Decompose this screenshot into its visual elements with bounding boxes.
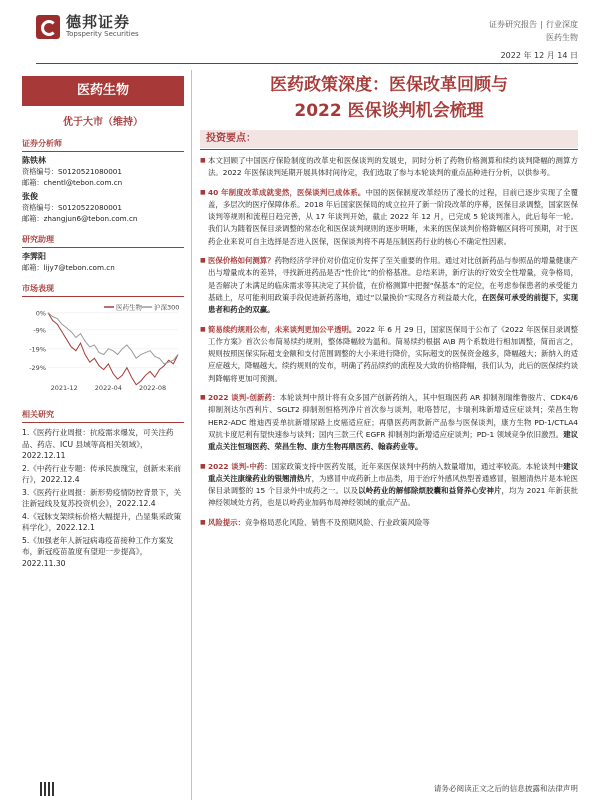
report-category: 行业深度 xyxy=(546,20,578,29)
para-reform xyxy=(200,187,578,248)
assistant-email[interactable]: 邮箱：lijy7@tebon.com.cn xyxy=(22,263,115,272)
disclaimer: 请务必阅读正文之后的信息披露和法律声明 xyxy=(433,784,578,793)
chart-xtick-label: 2022-08 xyxy=(139,384,167,392)
chart-series-line xyxy=(48,313,178,364)
market-chart-svg xyxy=(22,301,184,399)
analyst-1 xyxy=(22,155,184,188)
report-industry: 医药生物 xyxy=(546,33,578,42)
sector-label: 医药生物 xyxy=(22,76,184,106)
related-item[interactable]: 5.《加强老年人新冠病毒疫苗接种工作方案发布，新冠疫苗盈度有望迎一步提高》，2022.11.30 xyxy=(22,535,174,568)
chart-legend-label: 沪深300 xyxy=(154,303,180,312)
analyst-email[interactable]: 邮箱：chentl@tebon.com.cn xyxy=(22,178,123,187)
assistant-name: 李霁阳 xyxy=(22,252,46,261)
main-content xyxy=(200,72,578,529)
logo-text-en: Topsperity Securities xyxy=(66,30,139,38)
para-text: 药物经济学评价对价值定价发挥了至关重要的作用。通过对比创新药品与参照品的增量健康产出与增量成本的差异，寻找新进药品是否“性价比”的价格基准。总结来讲，新疗法的疗效安全性增量，竞争格局，是否解决了未满足的临床需求等其决定了其价值，在价格测算中把握“保基本”的定位，在考虑参保患者的承受能力基础上，尽可能利用政策手段促进新药落地，通过“以量换价”实现各方利益最大化， xyxy=(208,256,578,302)
related-item[interactable]: 1.《医药行业周报：抗疫需求爆发，可关注药品、药店、ICU 县域等高相关领域》，2022.12.11 xyxy=(22,428,174,460)
analyst-name: 张俊 xyxy=(22,192,38,201)
logo-icon xyxy=(36,15,60,39)
company-logo xyxy=(36,14,139,39)
logo-text-cn: 德邦证券 xyxy=(66,13,131,31)
report-title xyxy=(200,72,578,124)
chart-xtick-label: 2022-04 xyxy=(94,384,122,392)
para-risk xyxy=(200,517,578,529)
report-meta xyxy=(489,18,578,44)
report-type: 证券研究报告 xyxy=(489,20,537,29)
page-footer xyxy=(22,778,578,794)
chart-ytick-label: -29% xyxy=(29,364,46,373)
rating: 优于大市（维持） xyxy=(63,117,143,128)
chart-ytick-label: 0% xyxy=(35,309,46,318)
assistant xyxy=(22,251,184,273)
para-emphasis: 以岭药业的解郁除烦胶囊和益肾养心安神片 xyxy=(358,486,502,496)
related-item[interactable]: 3.《医药行业周报：新形势疫情防控背景下，关注新冠线及复苏投资机会》，2022.12.4 xyxy=(22,487,182,508)
para-emphasis: 在医保可承受的前提下，实现患者和药企的双赢。 xyxy=(208,292,578,315)
analyst-cert: 资格编号：S0120522080001 xyxy=(22,203,122,212)
para-lead: 2022 谈判-中药： xyxy=(208,461,272,471)
para-intro xyxy=(200,155,578,180)
related-list xyxy=(22,427,184,569)
investment-heading-wrap xyxy=(200,130,578,148)
para-pricing xyxy=(200,255,578,316)
para-renewal xyxy=(200,324,578,385)
related-item[interactable]: 4.《冠脉支架续标价格大幅提升，凸显集采政策科学化》，2022.12.1 xyxy=(22,511,182,532)
qr-code-icon xyxy=(40,782,54,796)
para-emphasis: 建议重点关注恒瑞医药、荣昌生物、康方生物再鼎医药、翰森药业等。 xyxy=(208,429,578,452)
analyst-2 xyxy=(22,191,184,224)
para-text: 国家政策支持中医药发展，近年来医保谈判中药纳入数量增加，通过率较高。本轮谈判中 xyxy=(271,461,564,471)
title-line-2: 2022 医保谈判机会梳理 xyxy=(294,101,484,121)
chart-legend-label: 医药生物 xyxy=(116,303,142,312)
header-divider xyxy=(36,63,578,64)
para-text: 本文回顾了中国医疗保险制度的改革史和医保谈判的发展史，同时分析了药物价格测算和续约谈判降幅的测算方法。2022 年医保谈判延期开展具体时间待定，我们选取了参与本轮谈判的重点品种进行分析，以供参考。 xyxy=(208,156,578,178)
para-text: 2022 年 6 月 29 日，国家医保局于公布了《2022 年医保目录调整工作方案》首次公布简易续约规则，整体降幅较为温和。简易续约根据 A\B 两个系数进行相加调整，简而言之，规则按照医保实际超支金额和支付范围调整的大小来进行降价，实际超支的医保资金越多，降幅越大；新纳入的适应症越大，降幅越大。续约规则的发布，明确了药品续约的流程及大致的价格降幅，我们认为，此后的医保续约谈判降幅将更加可预测。 xyxy=(208,324,578,383)
para-lead: 风险提示： xyxy=(208,517,245,527)
para-lead: 2022 谈判-创新药： xyxy=(208,393,280,403)
para-emphasis: 建议重点关注康缘药业的银翘清热片 xyxy=(208,461,578,483)
para-lead: 医保价格如何测算？ xyxy=(208,256,275,266)
report-date: 2022 年 12 月 14 日 xyxy=(500,51,578,60)
analyst-email[interactable]: 邮箱：zhangjun6@tebon.com.cn xyxy=(22,214,138,223)
market-section-title: 市场表现 xyxy=(22,283,184,297)
analyst-name: 陈铁林 xyxy=(22,156,46,165)
related-section-title: 相关研究 xyxy=(22,409,184,423)
para-lead: 40 年制度改革成就斐然，医保谈判已成体系。 xyxy=(208,187,366,197)
chart-xtick-label: 2021-12 xyxy=(50,384,78,392)
investment-heading: 投资要点： xyxy=(200,130,578,148)
sidebar xyxy=(22,70,184,800)
page-header xyxy=(0,0,600,70)
para-text: 本轮谈判中预计将有众多国产创新药纳入，其中恒瑞医药 AR 抑制剂瑞维鲁胺片、CDK4/6 抑制剂达尔西利片、SGLT2 抑制剂恒格列净片首次参与谈判，吡咯替尼，卡瑞利珠新增适应症谈判；荣昌生物 HER2-ADC 维迪西妥单抗新增尿路上皮癌适应症；再鼎医药两款新产品参与医保谈判，康方生物 PD-1/CTLA4 双抗卡度尼利有望快速参与谈判；国内三款三代 EGFR 抑制剂均新增适应症谈判；PD-1 领域竞争依旧激烈。 xyxy=(208,393,578,439)
chart-ytick-label: -9% xyxy=(33,326,46,335)
analyst-section-title: 证券分析师 xyxy=(22,138,184,152)
market-chart xyxy=(22,301,184,399)
para-text: 竞争格局恶化风险、销售不及预期风险、行业政策风险等 xyxy=(244,517,430,527)
para-innovative-drugs xyxy=(200,392,578,453)
analyst-cert: 资格编号：S0120521080001 xyxy=(22,167,122,176)
para-text: ，为感冒中成药新上市品类，用于治疗外感风热型普通感冒，银翘清热片是本轮医保目录调整的 15 个目录外中成药之一。以及 xyxy=(208,473,578,496)
para-text: ，均为 2021 年新获批神经领域处方药，也是以岭药业加码布局神经领域的重点产品。 xyxy=(208,486,578,508)
para-lead: 简易续约规则公布，未来谈判更加公平透明。 xyxy=(208,324,357,334)
para-text: 中国的医保制度改革经历了漫长的过程，目前已逐步实现了全覆盖，多层次的医疗保障体系。2018 年后国家医保局的成立拉开了新一阶段改革的序幕，医保目录调整，国家医保谈判等规则和流程日趋完善，从 17 年谈判开始，截止 2022 年 12 月，已完成 5 轮谈判准入，此后每年一轮。我们认为随着医保目录调整的常态化和医保谈判规则的逐步明晰，未来的医保谈判价格降幅区间将可预期，对于医药企业来说可自主选择是否进入医保，医保谈判将不再是压制医药行业的核心不确定性因素。 xyxy=(208,187,578,246)
assistant-section-title: 研究助理 xyxy=(22,234,184,248)
column-divider xyxy=(191,70,192,800)
related-item[interactable]: 2.《中药行业专题：传承民族瑰宝，创新未来前行》，2022.12.4 xyxy=(22,463,182,484)
title-line-1: 医药政策深度：医保改革回顾与 xyxy=(270,75,508,95)
para-tcm xyxy=(200,461,578,510)
chart-ytick-label: -19% xyxy=(29,345,46,354)
